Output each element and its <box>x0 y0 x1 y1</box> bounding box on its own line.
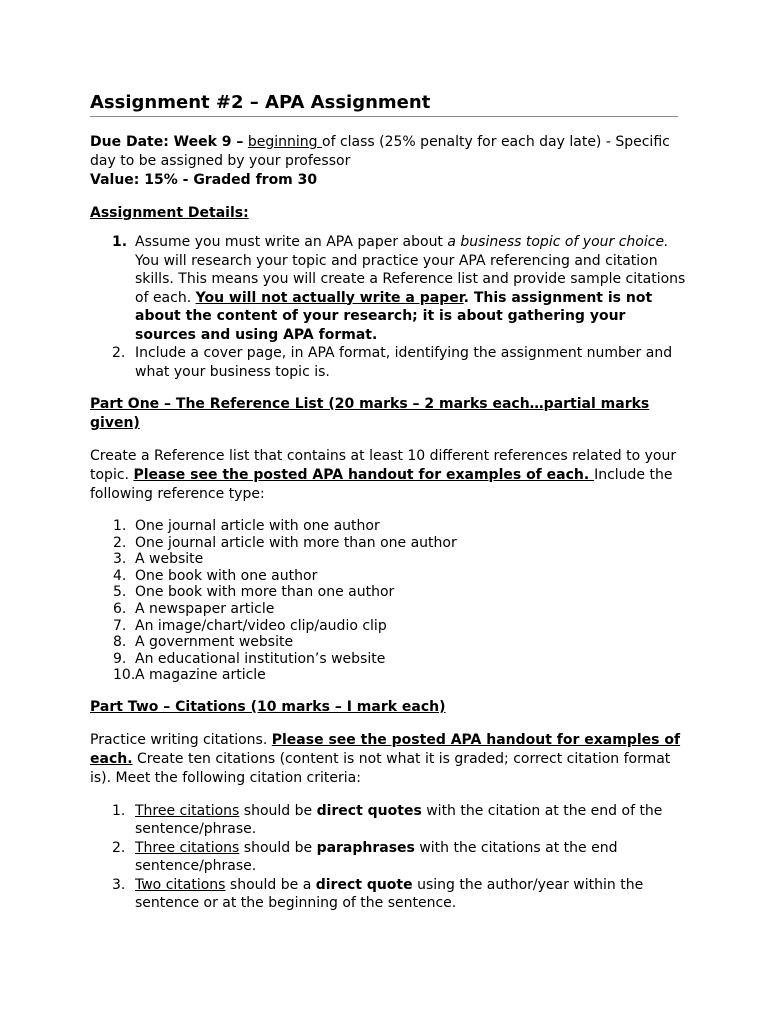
criteria-type: direct quote <box>315 876 413 893</box>
list-item <box>90 584 690 601</box>
details-emphasis: You will not actually write a paper <box>195 289 464 306</box>
criteria-text: with the citations at the end sentence/phrase. <box>135 839 618 875</box>
list-number: 1. <box>112 802 126 819</box>
list-number: 1. <box>112 234 128 250</box>
criteria-count: Three citations <box>135 802 240 819</box>
list-number: 2. <box>113 534 127 551</box>
list-item <box>90 876 690 913</box>
intro-emphasis: Please see the posted APA handout for examples of each. <box>90 731 681 767</box>
list-item-text: One book with one author <box>135 567 318 584</box>
intro-text: Practice writing citations. <box>90 731 272 748</box>
intro-text: Include the following reference type: <box>90 467 673 502</box>
criteria-count: Three citations <box>135 839 240 856</box>
criteria-type: paraphrases <box>316 839 415 856</box>
part-two-heading: Part Two – Citations (10 marks – I mark each) <box>90 698 446 715</box>
reference-type-list <box>90 518 690 684</box>
details-list <box>90 233 690 381</box>
list-item <box>90 618 690 635</box>
value-line: Value: 15% - Graded from 30 <box>90 172 318 188</box>
details-heading: Assignment Details: <box>90 205 249 221</box>
list-item <box>90 551 690 568</box>
document-content <box>90 92 690 913</box>
intro-text: Create a Reference list that contains at least 10 different references related to your topic. <box>90 448 677 483</box>
list-item <box>90 839 690 876</box>
list-item <box>90 518 690 535</box>
criteria-text: using the author/year within the sentence or at the beginning of the sentence. <box>135 876 644 912</box>
details-text: Include a cover page, in APA format, identifying the assignment number and what your business topic is. <box>135 345 673 380</box>
details-item-2 <box>90 344 690 381</box>
list-number: 4. <box>113 567 127 584</box>
list-item-text: A newspaper article <box>135 600 275 617</box>
list-item-text: A magazine article <box>135 667 266 684</box>
due-date-line <box>90 133 690 171</box>
criteria-text: should be <box>239 839 317 856</box>
due-date-label: Due Date: Week 9 – <box>90 134 244 150</box>
list-item-text: One book with more than one author <box>135 584 395 601</box>
details-text: Assume you must write an APA paper about <box>135 234 448 250</box>
intro-emphasis: Please see the posted APA handout for examples of each. <box>133 467 595 483</box>
details-text: You will research your topic and practice your APA referencing and citation skills. This means you will create a Reference list and provide sample citations of each. <box>135 252 686 306</box>
list-item <box>90 535 690 552</box>
list-number: 3. <box>113 551 127 568</box>
list-number: 9. <box>113 650 127 667</box>
list-item-text: A government website <box>135 634 294 651</box>
list-number: 6. <box>113 600 127 617</box>
list-item <box>90 651 690 668</box>
list-item <box>90 568 690 585</box>
part-two-intro <box>90 731 690 788</box>
page-title: Assignment #2 – APA Assignment <box>90 92 678 117</box>
list-number: 7. <box>113 617 127 634</box>
list-item-text: One journal article with one author <box>135 518 380 534</box>
list-number: 5. <box>113 584 127 601</box>
details-italic-text: a business topic of your choice. <box>447 234 669 250</box>
criteria-text: should be <box>239 802 317 819</box>
criteria-count: Two citations <box>135 876 226 893</box>
criteria-text: with the citation at the end of the sentence/phrase. <box>135 802 663 838</box>
due-date-beginning: beginning <box>247 134 322 150</box>
list-number: 2. <box>112 839 126 856</box>
list-item-text: An educational institution’s website <box>135 650 386 667</box>
details-item-1 <box>90 233 690 344</box>
list-item <box>90 667 690 684</box>
list-item-text: A website <box>135 551 204 568</box>
part-one-heading: Part One – The Reference List (20 marks – 2 marks each…partial marks given) <box>90 396 650 431</box>
list-number: 3. <box>112 876 126 893</box>
list-item <box>90 802 690 839</box>
criteria-type: direct quotes <box>316 802 422 819</box>
due-date-rest: of class (25% penalty for each day late) - Specific day to be assigned by your professor <box>90 134 670 169</box>
list-number: 10. <box>113 667 136 684</box>
details-bold-text: . This assignment is not about the content of your research; it is about gathering your sources and using APA format. <box>135 289 653 343</box>
list-item-text: One journal article with more than one author <box>135 534 457 551</box>
list-item-text: An image/chart/video clip/audio clip <box>135 617 387 634</box>
list-number: 1. <box>113 518 127 534</box>
criteria-text: should be a <box>225 876 316 893</box>
list-number: 2. <box>112 345 126 361</box>
intro-text: Create ten citations (content is not what it is graded; correct citation format is). Meet the following citation criteria: <box>90 750 671 786</box>
part-one-intro <box>90 447 690 504</box>
list-item <box>90 601 690 618</box>
citation-criteria-list <box>90 802 690 913</box>
list-number: 8. <box>113 634 127 651</box>
list-item <box>90 634 690 651</box>
